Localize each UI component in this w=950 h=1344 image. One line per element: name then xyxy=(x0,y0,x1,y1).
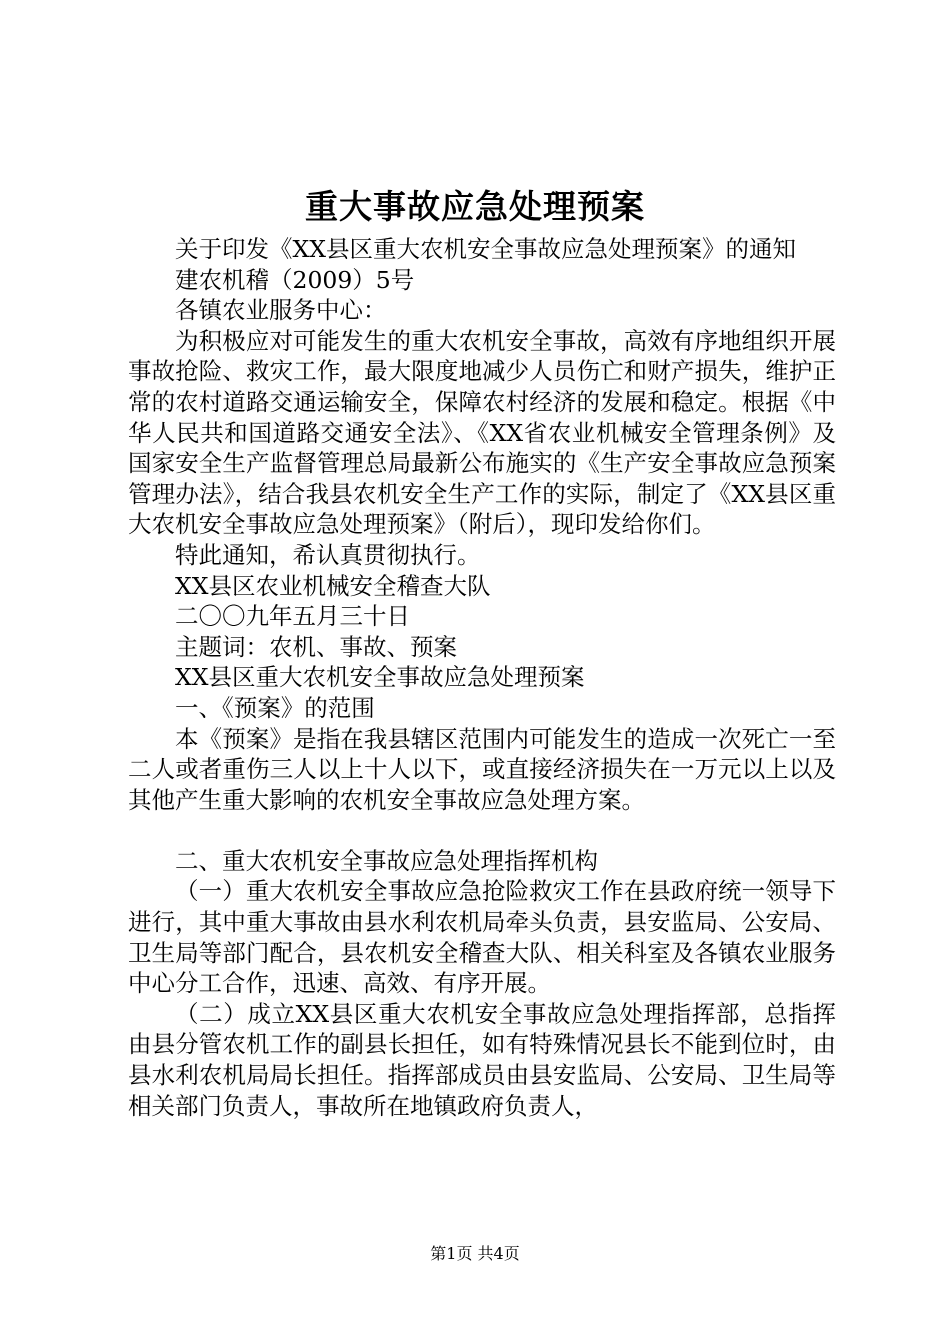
plan-title-line: XX县区重大农机安全事故应急处理预案 xyxy=(175,663,585,692)
notice-heading: 关于印发《XX县区重大农机安全事故应急处理预案》的通知 xyxy=(175,235,796,263)
page-footer: 第1页 共4页 xyxy=(430,1244,520,1263)
command-paragraph-2: （二）成立XX县区重大农机安全事故应急处理指挥部，总指挥由县分管农机工作的副县长担任，如有特殊情况县长不能到位时，由县水利农机局局长担任。指挥部成员由县安监局、公安局、卫生局等相关部门负责人，事故所在地镇政府负责人， xyxy=(128,999,836,1120)
document-body xyxy=(128,234,836,1121)
scope-paragraph: 本《预案》是指在我县辖区范围内可能发生的造成一次死亡一至二人或者重伤三人以上十人以下，或直接经济损失在一万元以上以及其他产生重大影响的农机安全事故应急处理方案。 xyxy=(128,724,836,814)
command-paragraph-1: （一）重大农机安全事故应急抢险救灾工作在县政府统一领导下进行，其中重大事故由县水利农机局牵头负责，县安监局、公安局、卫生局等部门配合，县农机安全稽查大队、相关科室及各镇农业服务中心分工合作，迅速、高效、有序开展。 xyxy=(128,877,836,998)
keywords-line: 主题词：农机、事故、预案 xyxy=(175,632,457,661)
document-number: 建农机稽（2009）5号 xyxy=(175,265,415,294)
purpose-paragraph: 为积极应对可能发生的重大农机安全事故，高效有序地组织开展事故抢险、救灾工作，最大限度地减少人员伤亡和财产损失，维护正常的农村道路交通运输安全，保障农村经济的发展和稳定。根据《中华人民共和国道路交通安全法》、《XX省农业机械安全管理条例》及国家安全生产监督管理总局最新公布施实的《生产安全事故应急预案管理办法》，结合我县农机安全生产工作的实际，制定了《XX县区重大农机安全事故应急处理预案》（附后），现印发给你们。 xyxy=(128,326,836,539)
section-heading-command: 二、重大农机安全事故应急处理指挥机构 xyxy=(175,846,598,875)
document-title: 重大事故应急处理预案 xyxy=(305,187,645,226)
issuer-line: XX县区农业机械安全稽查大队 xyxy=(175,571,491,600)
blank-line xyxy=(128,815,836,846)
recipient-line: 各镇农业服务中心： xyxy=(175,296,387,325)
section-heading-scope: 一、《预案》的范围 xyxy=(175,693,375,722)
date-line: 二〇〇九年五月三十日 xyxy=(175,602,410,631)
closing-line: 特此通知，希认真贯彻执行。 xyxy=(175,540,481,569)
